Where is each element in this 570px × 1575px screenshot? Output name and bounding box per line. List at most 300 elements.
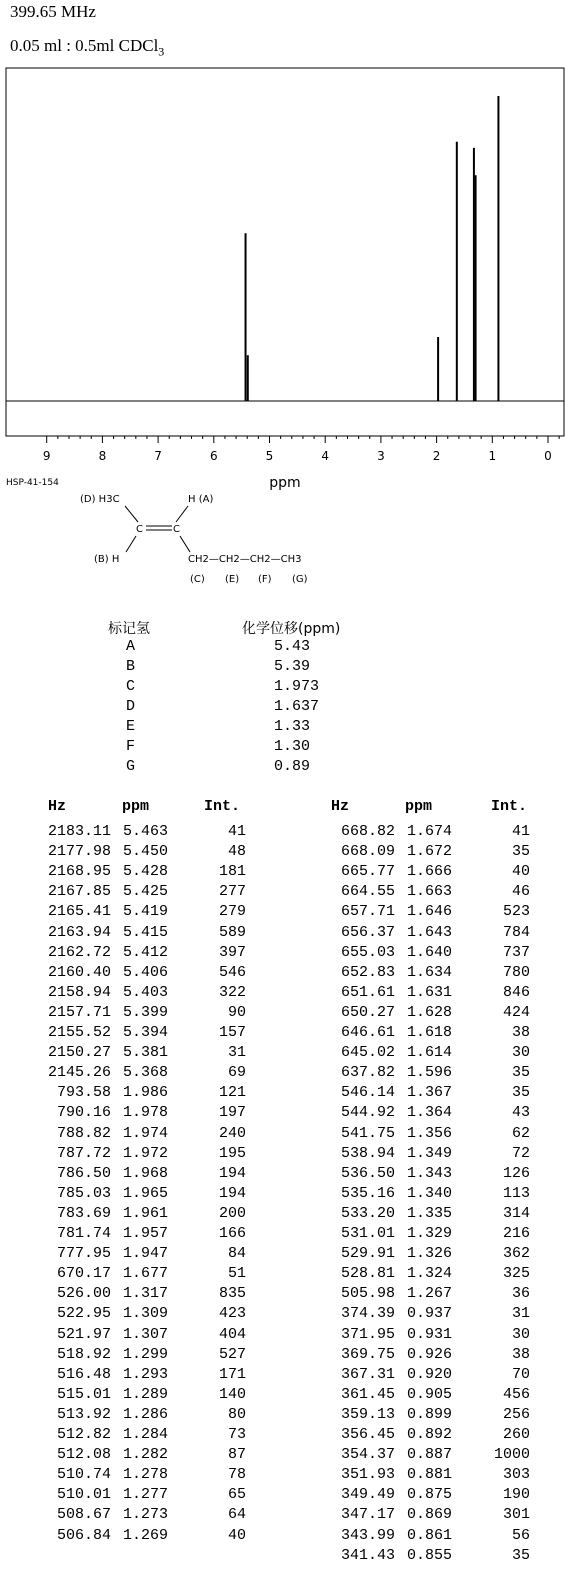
peak-hz: 374.39 (340, 1305, 395, 1323)
sample-subscript: 3 (158, 44, 165, 59)
peak-intensity: 30 (511, 1325, 530, 1343)
peak-ppm: 1.364 (406, 1104, 452, 1122)
peak-ppm: 5.463 (122, 823, 168, 840)
peak-intensity: 835 (218, 1285, 246, 1303)
chemical-shift: 0.89 (274, 758, 311, 775)
peak-ppm: 5.425 (122, 883, 168, 901)
peak-row-left (0, 1165, 285, 1185)
peak-intensity: 48 (227, 843, 246, 861)
peak-hz: 650.27 (340, 1003, 395, 1021)
peak-ppm: 0.937 (406, 1305, 452, 1323)
sample-text: 0.05 ml : 0.5ml CDCl (10, 36, 159, 55)
peak-intensity: 194 (218, 1164, 246, 1182)
peak-row-left (0, 843, 285, 863)
peak-ppm: 1.309 (122, 1305, 168, 1323)
peak-ppm: 5.428 (122, 863, 168, 881)
peak-ppm: 1.986 (122, 1084, 168, 1102)
peak-hz: 2155.52 (47, 1024, 111, 1041)
peak-row-left (0, 1406, 285, 1426)
peak-ppm: 1.293 (122, 1365, 168, 1383)
peak-ppm: 1.965 (122, 1184, 168, 1202)
peak-hz: 516.48 (56, 1365, 111, 1383)
peak-hz: 351.93 (340, 1466, 395, 1484)
peak-ppm: 0.931 (406, 1325, 452, 1343)
peak-hz: 341.43 (340, 1546, 395, 1564)
assignment-row (0, 738, 570, 758)
peak-hz: 2150.27 (47, 1044, 111, 1062)
assignment-row (0, 758, 570, 778)
peak-row-left (0, 1346, 285, 1366)
peak-row-right (284, 883, 569, 903)
peak-hz: 664.55 (340, 883, 395, 901)
peak-row-left (0, 1125, 285, 1145)
peak-hz: 2167.85 (47, 883, 111, 901)
assignment-row (0, 718, 570, 738)
peak-intensity: 195 (218, 1144, 246, 1162)
peak-intensity: 589 (218, 923, 246, 941)
peak-ppm: 1.267 (406, 1285, 452, 1303)
peak-ppm: 1.324 (406, 1265, 452, 1283)
peak-ppm: 1.978 (122, 1104, 168, 1122)
peak-ppm: 0.869 (406, 1506, 452, 1524)
peak-row-left (0, 1205, 285, 1225)
peak-intensity: 240 (218, 1124, 246, 1142)
peak-hz: 777.95 (56, 1245, 111, 1263)
chemical-shift: 1.637 (274, 698, 320, 715)
peak-ppm: 5.399 (122, 1003, 168, 1021)
peak-intensity: 260 (502, 1426, 530, 1443)
peak-row-right (284, 944, 569, 964)
peak-row-left (0, 984, 285, 1004)
peak-ppm: 1.286 (122, 1405, 168, 1423)
peak-row-left (0, 1044, 285, 1064)
x-tick-label-1: 1 (488, 449, 497, 463)
peak-intensity: 51 (227, 1265, 246, 1283)
peak-hz: 515.01 (56, 1385, 111, 1403)
peak-ppm: 5.406 (122, 963, 168, 981)
peak-ppm: 1.972 (122, 1144, 168, 1162)
peak-ppm: 1.961 (122, 1204, 168, 1222)
peak-hz: 347.17 (340, 1506, 395, 1524)
peak-hz: 783.69 (56, 1204, 111, 1222)
peak-row-left (0, 1084, 285, 1104)
molecule-structure (70, 488, 330, 588)
peak-row-right (284, 1044, 569, 1064)
peak-row-right (284, 964, 569, 984)
peak-intensity: 30 (511, 1044, 530, 1062)
peak-row-right (284, 1285, 569, 1305)
peak-hz: 526.00 (56, 1285, 111, 1303)
peak-ppm: 5.394 (122, 1024, 168, 1041)
assignment-row (0, 638, 570, 658)
peak-hz: 670.17 (56, 1265, 111, 1283)
peak-ppm: 1.614 (406, 1044, 452, 1062)
peak-intensity: 256 (502, 1405, 530, 1423)
assignment-row (0, 698, 570, 718)
x-axis-ticks (6, 436, 564, 463)
peak-hz: 785.03 (56, 1184, 111, 1202)
int-header-right: Int. (491, 798, 528, 815)
peak-hz: 506.84 (56, 1526, 111, 1544)
label-f: (F) (258, 574, 272, 585)
peak-ppm: 1.349 (406, 1144, 452, 1162)
peak-hz: 512.08 (56, 1446, 111, 1464)
peak-intensity: 78 (227, 1466, 246, 1484)
plot-frame (6, 68, 564, 436)
peak-hz: 349.49 (340, 1486, 395, 1504)
peak-hz: 541.75 (340, 1124, 395, 1142)
peak-intensity: 397 (218, 943, 246, 961)
bond-chain (180, 536, 190, 552)
peak-intensity: 40 (511, 863, 530, 881)
peak-intensity: 846 (502, 983, 530, 1001)
peak-hz: 2162.72 (47, 943, 111, 961)
peak-row-right (284, 1084, 569, 1104)
peak-hz: 2183.11 (47, 823, 111, 840)
peak-row-left (0, 1064, 285, 1084)
peak-intensity: 126 (502, 1164, 530, 1182)
peak-row-right (284, 823, 569, 843)
peak-row-left (0, 1527, 285, 1547)
peak-hz: 505.98 (340, 1285, 395, 1303)
peak-intensity: 277 (218, 883, 246, 901)
x-tick-label-6: 6 (209, 449, 218, 463)
peak-hz: 538.94 (340, 1144, 395, 1162)
peak-intensity: 325 (502, 1265, 530, 1283)
peak-hz: 2158.94 (47, 983, 111, 1001)
peak-intensity: 70 (511, 1365, 530, 1383)
peak-intensity: 56 (511, 1526, 530, 1544)
peak-intensity: 38 (511, 1345, 530, 1363)
peak-row-right (284, 1305, 569, 1325)
hydrogen-label: C (126, 678, 136, 695)
peak-intensity: 303 (502, 1466, 530, 1484)
shift-column-header: 化学位移(ppm) (242, 621, 341, 637)
x-tick-label-4: 4 (321, 449, 330, 463)
peak-row-left (0, 883, 285, 903)
x-axis-label: ppm (269, 475, 301, 491)
hydrogen-label: G (126, 758, 136, 775)
peak-hz: 354.37 (340, 1446, 395, 1464)
peak-row-left (0, 1225, 285, 1245)
peak-intensity: 404 (218, 1325, 246, 1343)
x-tick-label-2: 2 (432, 449, 441, 463)
chemical-shift: 5.39 (274, 658, 311, 675)
peak-hz: 356.45 (340, 1426, 395, 1443)
hz-header-left: Hz (48, 798, 67, 815)
peak-intensity: 43 (511, 1104, 530, 1122)
peak-intensity: 1000 (493, 1446, 530, 1464)
peak-hz: 2157.71 (47, 1003, 111, 1021)
peak-hz: 2145.26 (47, 1064, 111, 1082)
peak-row-left (0, 1145, 285, 1165)
peak-intensity: 194 (218, 1184, 246, 1202)
peak-intensity: 38 (511, 1024, 530, 1041)
peak-hz: 652.83 (340, 963, 395, 981)
hydrogen-label: F (126, 738, 136, 755)
peak-ppm: 1.278 (122, 1466, 168, 1484)
peak-intensity: 87 (227, 1446, 246, 1464)
x-tick-label-9: 9 (42, 449, 51, 463)
ppm-header-left: ppm (122, 798, 150, 815)
carbon-left: C (136, 524, 143, 535)
peak-hz: 793.58 (56, 1084, 111, 1102)
peak-ppm: 0.899 (406, 1405, 452, 1423)
peak-row-right (284, 1205, 569, 1225)
peak-row-left (0, 1265, 285, 1285)
label-h-a: H (A) (188, 494, 214, 505)
peak-intensity: 157 (218, 1024, 246, 1041)
peak-ppm: 1.643 (406, 923, 452, 941)
chemical-shift: 1.33 (274, 718, 311, 735)
chemical-shift: 1.30 (274, 738, 311, 755)
peak-ppm: 1.631 (406, 983, 452, 1001)
peak-hz: 510.01 (56, 1486, 111, 1504)
peak-intensity: 41 (227, 823, 246, 840)
peak-hz: 510.74 (56, 1466, 111, 1484)
peak-intensity: 322 (218, 983, 246, 1001)
peak-ppm: 1.677 (122, 1265, 168, 1283)
peak-ppm: 1.277 (122, 1486, 168, 1504)
peak-hz: 544.92 (340, 1104, 395, 1122)
peak-row-right (284, 1064, 569, 1084)
peak-hz: 2163.94 (47, 923, 111, 941)
peak-ppm: 1.634 (406, 963, 452, 981)
peak-intensity: 35 (511, 1084, 530, 1102)
peak-intensity: 46 (511, 883, 530, 901)
peak-row-right (284, 1165, 569, 1185)
peak-intensity: 121 (218, 1084, 246, 1102)
peak-intensity: 780 (502, 963, 530, 981)
alkyl-chain: CH2—CH2—CH2—CH3 (188, 554, 302, 565)
peak-intensity: 35 (511, 1064, 530, 1082)
peak-ppm: 1.343 (406, 1164, 452, 1182)
peak-intensity: 200 (218, 1204, 246, 1222)
peak-hz: 786.50 (56, 1164, 111, 1182)
peak-intensity: 90 (227, 1003, 246, 1021)
assignment-row (0, 658, 570, 678)
peak-row-left (0, 1245, 285, 1265)
peak-intensity: 456 (502, 1385, 530, 1403)
peak-row-right (284, 1346, 569, 1366)
peak-ppm: 1.326 (406, 1245, 452, 1263)
peak-intensity: 527 (218, 1345, 246, 1363)
peak-row-left (0, 1305, 285, 1325)
peak-hz: 513.92 (56, 1405, 111, 1423)
peak-intensity: 40 (227, 1526, 246, 1544)
peak-ppm: 1.329 (406, 1225, 452, 1242)
peak-ppm: 1.666 (406, 863, 452, 881)
peak-intensity: 31 (511, 1305, 530, 1323)
peak-ppm: 1.968 (122, 1164, 168, 1182)
assignment-row (0, 678, 570, 698)
peak-row-right (284, 1185, 569, 1205)
peak-row-left (0, 1004, 285, 1024)
peak-ppm: 1.307 (122, 1325, 168, 1343)
peak-hz: 521.97 (56, 1325, 111, 1343)
peak-ppm: 5.368 (122, 1064, 168, 1082)
peak-intensity: 73 (227, 1426, 246, 1443)
peak-ppm: 0.892 (406, 1426, 452, 1443)
peak-hz: 535.16 (340, 1184, 395, 1202)
label-g: (G) (292, 574, 308, 585)
peak-row-left (0, 944, 285, 964)
peak-ppm: 1.674 (406, 823, 452, 840)
peak-intensity: 72 (511, 1144, 530, 1162)
peak-row-left (0, 924, 285, 944)
peak-row-left (0, 863, 285, 883)
peak-intensity: 80 (227, 1405, 246, 1423)
peak-row-left (0, 1426, 285, 1446)
chemical-shift: 1.973 (274, 678, 320, 695)
peak-hz: 369.75 (340, 1345, 395, 1363)
x-tick-label-7: 7 (154, 449, 162, 463)
peak-hz: 361.45 (340, 1385, 395, 1403)
hydrogen-label: B (126, 658, 136, 675)
peak-hz: 645.02 (340, 1044, 395, 1062)
hydrogen-label: A (126, 638, 136, 655)
peak-intensity: 113 (502, 1184, 530, 1202)
peak-hz: 367.31 (340, 1365, 395, 1383)
peak-hz: 343.99 (340, 1526, 395, 1544)
peak-row-right (284, 1446, 569, 1466)
peak-hz: 646.61 (340, 1024, 395, 1041)
peak-row-right (284, 1426, 569, 1446)
peak-ppm: 1.317 (122, 1285, 168, 1303)
hydrogen-label: E (126, 718, 136, 735)
peak-hz: 529.91 (340, 1245, 395, 1263)
peak-intensity: 35 (511, 1546, 530, 1564)
sample-info (10, 36, 164, 59)
peak-intensity: 84 (227, 1245, 246, 1263)
peak-hz: 508.67 (56, 1506, 111, 1524)
peak-row-left (0, 823, 285, 843)
peak-ppm: 1.340 (406, 1184, 452, 1202)
peak-hz: 518.92 (56, 1345, 111, 1363)
label-c: (C) (190, 574, 205, 585)
peak-ppm: 0.926 (406, 1345, 452, 1363)
peak-row-right (284, 984, 569, 1004)
peak-row-left (0, 1024, 285, 1044)
x-tick-label-5: 5 (265, 449, 274, 463)
peak-row-right (284, 1245, 569, 1265)
peak-ppm: 1.672 (406, 843, 452, 861)
sample-code: HSP-41-154 (6, 478, 59, 488)
peak-hz: 665.77 (340, 863, 395, 881)
peak-ppm: 1.282 (122, 1446, 168, 1464)
peak-hz: 668.09 (340, 843, 395, 861)
spectrometer-frequency: 399.65 MHz (10, 2, 96, 21)
peak-ppm: 0.905 (406, 1385, 452, 1403)
peak-ppm: 0.920 (406, 1365, 452, 1383)
peak-hz: 656.37 (340, 923, 395, 941)
peak-hz: 522.95 (56, 1305, 111, 1323)
peak-row-right (284, 903, 569, 923)
peak-row-left (0, 1386, 285, 1406)
peak-ppm: 5.450 (122, 843, 168, 861)
peak-ppm: 1.640 (406, 943, 452, 961)
peak-intensity: 362 (502, 1245, 530, 1263)
peak-intensity: 523 (502, 903, 530, 921)
peak-row-left (0, 1466, 285, 1486)
hydrogen-label: D (126, 698, 136, 715)
ppm-header-right: ppm (405, 798, 433, 815)
peak-ppm: 0.861 (406, 1526, 452, 1544)
peak-intensity: 69 (227, 1064, 246, 1082)
peak-ppm: 1.269 (122, 1526, 168, 1544)
peak-intensity: 31 (227, 1044, 246, 1062)
bond-hb (126, 536, 136, 552)
peak-row-right (284, 1486, 569, 1506)
peak-row-left (0, 1326, 285, 1346)
peak-ppm: 5.403 (122, 983, 168, 1001)
peak-row-right (284, 1024, 569, 1044)
peak-hz: 657.71 (340, 903, 395, 921)
peak-hz: 533.20 (340, 1204, 395, 1222)
peak-hz: 668.82 (340, 823, 395, 840)
peak-row-right (284, 1004, 569, 1024)
peak-hz: 371.95 (340, 1325, 395, 1343)
peak-row-right (284, 1104, 569, 1124)
peak-ppm: 1.367 (406, 1084, 452, 1102)
peak-ppm: 0.881 (406, 1466, 452, 1484)
peak-intensity: 424 (502, 1003, 530, 1021)
peak-ppm: 1.284 (122, 1426, 168, 1443)
peak-hz: 2168.95 (47, 863, 111, 881)
peak-ppm: 1.663 (406, 883, 452, 901)
nmr-spectrum-chart (0, 62, 570, 492)
peak-row-right (284, 1125, 569, 1145)
peak-row-left (0, 1285, 285, 1305)
peak-intensity: 35 (511, 843, 530, 861)
peak-row-right (284, 1265, 569, 1285)
peak-hz: 512.82 (56, 1426, 111, 1443)
peak-row-left (0, 1366, 285, 1386)
peak-hz: 790.16 (56, 1104, 111, 1122)
bond-ha (176, 506, 188, 522)
peak-hz: 788.82 (56, 1124, 111, 1142)
peak-row-right (284, 1145, 569, 1165)
peak-ppm: 0.875 (406, 1486, 452, 1504)
peak-intensity: 546 (218, 963, 246, 981)
peak-row-right (284, 863, 569, 883)
peak-hz: 655.03 (340, 943, 395, 961)
peak-ppm: 1.273 (122, 1506, 168, 1524)
peak-intensity: 36 (511, 1285, 530, 1303)
peak-intensity: 65 (227, 1486, 246, 1504)
peak-hz: 546.14 (340, 1084, 395, 1102)
peak-ppm: 1.628 (406, 1003, 452, 1021)
peak-intensity: 314 (502, 1204, 530, 1222)
peak-intensity: 190 (502, 1486, 530, 1504)
peak-row-left (0, 964, 285, 984)
peak-intensity: 64 (227, 1506, 246, 1524)
peak-row-right (284, 1326, 569, 1346)
peak-hz: 528.81 (340, 1265, 395, 1283)
label-d-h3c: (D) H3C (80, 494, 120, 505)
peak-intensity: 140 (218, 1385, 246, 1403)
peak-intensity: 216 (502, 1225, 530, 1242)
peak-intensity: 41 (511, 823, 530, 840)
peak-row-left (0, 903, 285, 923)
peak-ppm: 5.415 (122, 923, 168, 941)
x-tick-label-8: 8 (98, 449, 107, 463)
peak-ppm: 1.646 (406, 903, 452, 921)
peak-row-right (284, 1527, 569, 1547)
peak-row-right (284, 1366, 569, 1386)
label-b-h: (B) H (94, 554, 120, 565)
peak-hz: 2160.40 (47, 963, 111, 981)
